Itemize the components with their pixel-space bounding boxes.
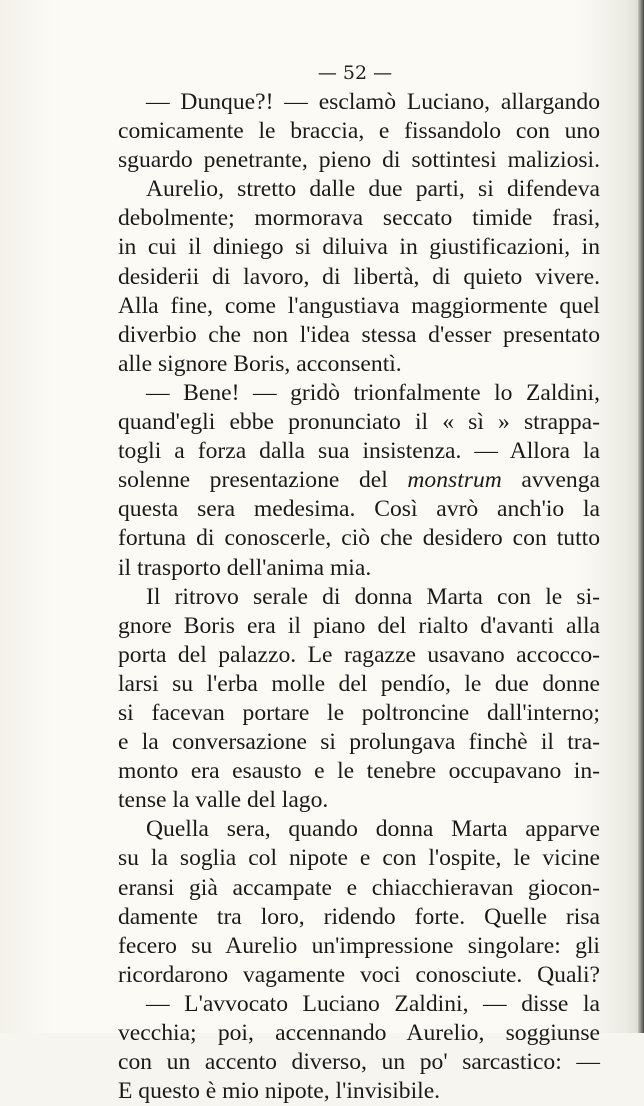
text-line: larsi su l'erba molle del pendío, le due donne (118, 670, 600, 697)
text-line: e la conversazione si prolungava finchè il tra- (118, 729, 600, 756)
text-line: desiderii di lavoro, di libertà, di quieto vivere. (118, 263, 600, 290)
text-line: vecchia; poi, accennando Aurelio, soggiunse (118, 1020, 600, 1046)
text-line: monto era esausto e le tenebre occupavano in- (118, 758, 600, 785)
text-line: — Bene! — gridò trionfalmente lo Zaldini, (146, 379, 600, 406)
text-line: si facevan portare le poltroncine dall'interno; (118, 699, 600, 726)
text-segment: avvenga (501, 467, 600, 494)
text-line: fortuna di conoscerle, ciò che desidero con tutto (118, 525, 600, 552)
text-line: debolmente; mormorava seccato timide frasi, (118, 205, 600, 232)
text-line: diverbio che non l'idea stessa d'esser presentato (118, 321, 600, 348)
text-line: Aurelio, stretto dalle due parti, si difendeva (146, 176, 600, 203)
page-number: — 52 — (317, 62, 393, 84)
text-line: quand'egli ebbe pronunciato il « sì » strappa- (118, 409, 600, 436)
text-line: con un accento diverso, un po' sarcastico: — (118, 1049, 600, 1076)
italic-word: monstrum (407, 467, 502, 494)
text-line: tense la valle del lago. (118, 787, 329, 814)
text-line: in cui il diniego si diluiva in giustificazioni, in (118, 234, 600, 261)
text-line: fecero su Aurelio un'impressione singolare: gli (118, 932, 600, 959)
text-line: Il ritrovo serale di donna Marta con le si- (146, 583, 600, 610)
text-line: E questo è mio nipote, l'invisibile. (118, 1078, 441, 1105)
page-edge-shadow (638, 0, 644, 1033)
text-line: gnore Boris era il piano del rialto d'avanti alla (118, 612, 600, 639)
text-line: sguardo penetrante, pieno di sottintesi maliziosi. (118, 147, 600, 174)
text-line: porta del palazzo. Le ragazze usavano accocco- (118, 641, 600, 668)
body-text (118, 88, 600, 1106)
text-line: questa sera medesima. Così avrò anch'io la (118, 496, 600, 523)
text-line: eransi già accampate e chiacchieravan giocon- (118, 874, 600, 901)
text-line: ricordarono vagamente voci conosciute. Quali? (118, 961, 600, 988)
text-line: su la soglia col nipote e con l'ospite, le vicine (118, 845, 600, 872)
text-segment: solenne presentazione del (118, 467, 408, 494)
text-line (118, 466, 600, 495)
text-line: comicamente le braccia, e fissandolo con uno (118, 118, 600, 145)
text-line: alle signore Boris, acconsentì. (118, 350, 402, 377)
text-line: damente tra loro, ridendo forte. Quelle risa (118, 903, 600, 930)
text-line: Alla fine, come l'angustiava maggiormente quel (118, 292, 600, 319)
text-line: — L'avvocato Luciano Zaldini, — disse la (146, 990, 600, 1017)
text-line: il trasporto dell'anima mia. (118, 554, 372, 581)
text-line: — Dunque?! — esclamò Luciano, allargando (146, 89, 600, 115)
text-line: togli a forza dalla sua insistenza. — Allora la (118, 438, 600, 465)
text-line: Quella sera, quando donna Marta apparve (146, 816, 600, 843)
